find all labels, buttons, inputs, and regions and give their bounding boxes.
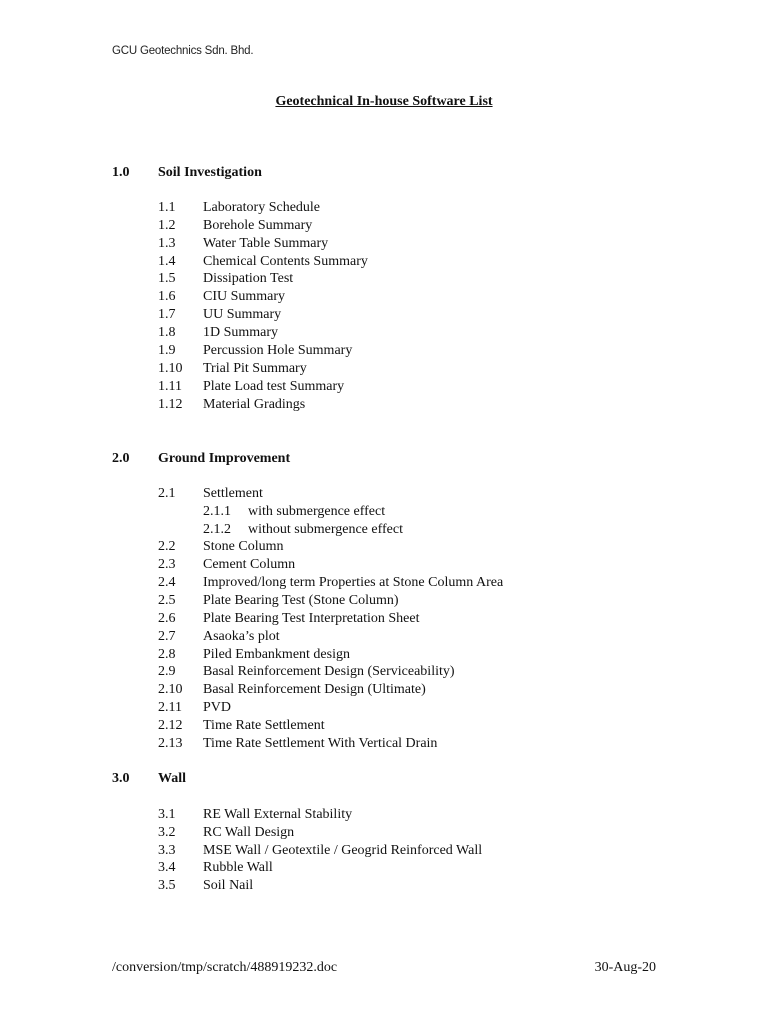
- item-label: Time Rate Settlement: [203, 718, 325, 733]
- list-item: [158, 361, 307, 377]
- item-number: 3.4: [158, 860, 176, 875]
- sub-list-item: [203, 522, 403, 538]
- item-number: 2.5: [158, 593, 176, 608]
- item-label: Plate Bearing Test (Stone Column): [203, 593, 399, 608]
- list-item: [158, 289, 285, 305]
- item-number: 2.7: [158, 629, 176, 644]
- list-item: [158, 736, 437, 752]
- item-number: 1.6: [158, 289, 176, 304]
- item-label: Cement Column: [203, 557, 296, 572]
- item-number: 1.10: [158, 361, 183, 376]
- item-label: Time Rate Settlement With Vertical Drain: [203, 736, 438, 751]
- item-number: 1.11: [158, 379, 182, 394]
- item-number: 1.4: [158, 254, 176, 269]
- item-label: Trial Pit Summary: [203, 361, 307, 376]
- footer-file-path: /conversion/tmp/scratch/488919232.doc: [112, 960, 338, 975]
- item-label: Borehole Summary: [203, 218, 313, 233]
- item-number: 1.8: [158, 325, 176, 340]
- list-item: [158, 539, 284, 555]
- section-number: 1.0: [112, 165, 130, 180]
- list-item: [158, 254, 368, 270]
- item-number: 1.2: [158, 218, 176, 233]
- item-number: 2.1.1: [203, 504, 231, 519]
- list-item: [158, 825, 294, 841]
- section-number: 2.0: [112, 451, 130, 466]
- item-label: Stone Column: [203, 539, 284, 554]
- item-number: 3.1: [158, 807, 176, 822]
- section-heading: [112, 771, 186, 787]
- sub-list-item: [203, 504, 385, 520]
- item-number: 1.12: [158, 397, 183, 412]
- item-label: Piled Embankment design: [203, 647, 350, 662]
- list-item: [158, 379, 344, 395]
- section-label: Soil Investigation: [158, 165, 262, 180]
- list-item: [158, 700, 231, 716]
- item-label: Material Gradings: [203, 397, 306, 412]
- section-label: Ground Improvement: [158, 451, 291, 466]
- list-item: [158, 397, 305, 413]
- list-item: [158, 878, 253, 894]
- footer-date: 30-Aug-20: [594, 960, 656, 975]
- item-label: Improved/long term Properties at Stone Column Area: [203, 575, 504, 590]
- item-label: with submergence effect: [248, 504, 386, 519]
- item-label: Water Table Summary: [203, 236, 329, 251]
- list-item: [158, 557, 295, 573]
- item-label: without submergence effect: [248, 522, 403, 537]
- item-number: 2.10: [158, 682, 183, 697]
- item-number: 2.1: [158, 486, 176, 501]
- section-heading: [112, 451, 290, 467]
- section-number: 3.0: [112, 771, 130, 786]
- item-number: 1.5: [158, 271, 176, 286]
- list-item: [158, 236, 328, 252]
- item-number: 2.13: [158, 736, 183, 751]
- item-label: PVD: [203, 700, 232, 715]
- item-number: 1.7: [158, 307, 176, 322]
- list-item: [158, 325, 278, 341]
- item-number: 2.8: [158, 647, 176, 662]
- item-number: 2.6: [158, 611, 176, 626]
- list-item: [158, 218, 312, 234]
- item-number: 3.3: [158, 843, 176, 858]
- list-item: [158, 647, 350, 663]
- item-label: Plate Load test Summary: [203, 379, 345, 394]
- item-label: Percussion Hole Summary: [203, 343, 353, 358]
- item-number: 2.12: [158, 718, 183, 733]
- item-label: CIU Summary: [203, 289, 286, 304]
- item-label: Rubble Wall: [203, 860, 273, 875]
- list-item: [158, 860, 273, 876]
- item-label: MSE Wall / Geotextile / Geogrid Reinforced Wall: [203, 843, 483, 858]
- item-number: 2.2: [158, 539, 176, 554]
- company-name: GCU Geotechnics Sdn. Bhd.: [112, 45, 254, 57]
- list-item: [158, 307, 281, 323]
- item-label: Basal Reinforcement Design (Serviceability): [203, 664, 455, 679]
- item-number: 2.11: [158, 700, 182, 715]
- item-number: 1.3: [158, 236, 176, 251]
- document-title: Geotechnical In-house Software List: [275, 94, 493, 109]
- item-label: RE Wall External Stability: [203, 807, 353, 822]
- item-number: 2.4: [158, 575, 176, 590]
- list-item: [158, 593, 399, 609]
- list-item: [158, 682, 426, 698]
- item-label: 1D Summary: [203, 325, 279, 340]
- list-item: [158, 629, 280, 645]
- list-item: [158, 807, 352, 823]
- list-item: [158, 343, 352, 359]
- item-number: 1.1: [158, 200, 176, 215]
- list-item: [158, 664, 455, 680]
- item-label: Soil Nail: [203, 878, 254, 893]
- list-item: [158, 271, 293, 287]
- item-label: Laboratory Schedule: [203, 200, 321, 215]
- section-label: Wall: [158, 771, 187, 786]
- item-label: Asaoka’s plot: [203, 629, 280, 644]
- item-label: RC Wall Design: [203, 825, 295, 840]
- list-item: [158, 843, 482, 859]
- item-number: 3.2: [158, 825, 176, 840]
- list-item: [158, 486, 263, 502]
- item-label: Chemical Contents Summary: [203, 254, 368, 269]
- list-item: [158, 611, 419, 627]
- item-label: UU Summary: [203, 307, 282, 322]
- list-item: [158, 200, 320, 216]
- item-number: 2.3: [158, 557, 176, 572]
- list-item: [158, 718, 325, 734]
- item-label: Settlement: [203, 486, 263, 501]
- item-label: Plate Bearing Test Interpretation Sheet: [203, 611, 420, 626]
- item-number: 1.9: [158, 343, 176, 358]
- item-label: Dissipation Test: [203, 271, 294, 286]
- item-number: 2.1.2: [203, 522, 231, 537]
- item-label: Basal Reinforcement Design (Ultimate): [203, 682, 426, 697]
- item-number: 3.5: [158, 878, 176, 893]
- section-heading: [112, 165, 262, 181]
- item-number: 2.9: [158, 664, 176, 679]
- list-item: [158, 575, 503, 591]
